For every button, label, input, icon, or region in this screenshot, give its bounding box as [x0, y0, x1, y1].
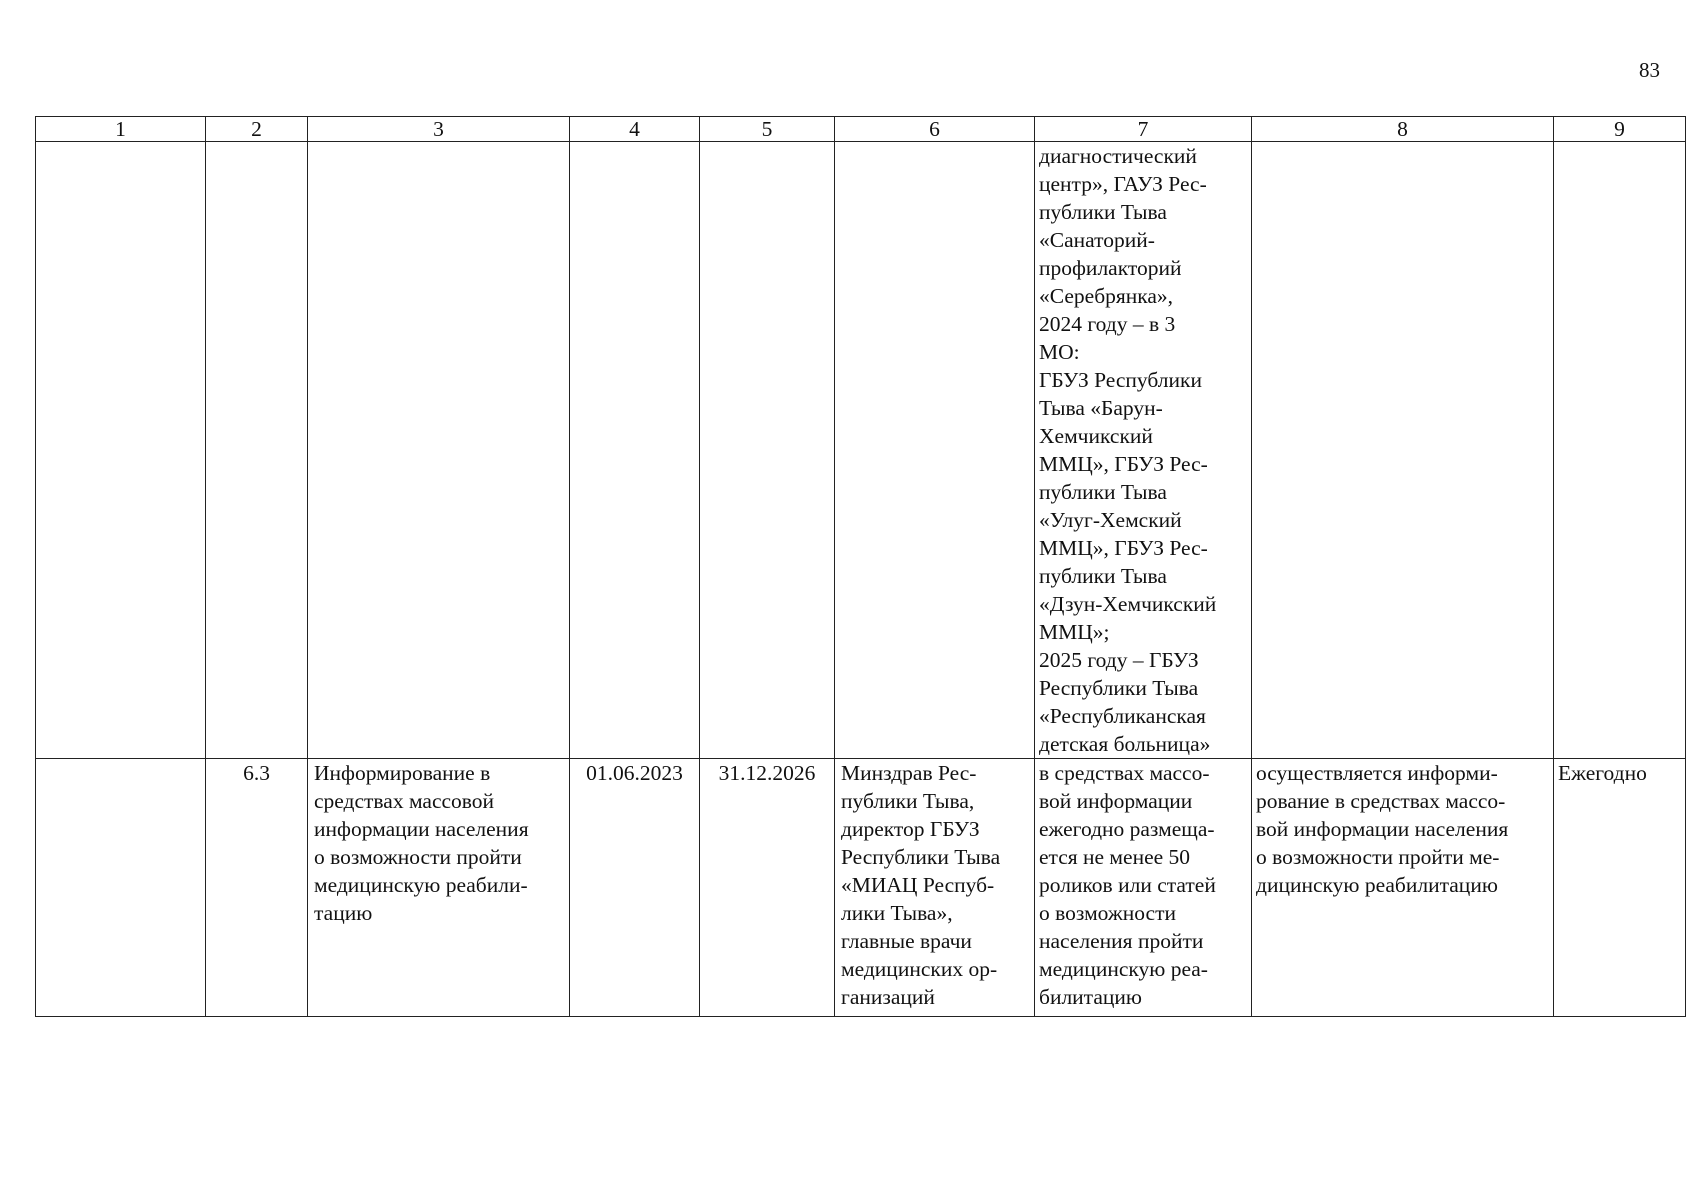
result-cell: в средствах массо- вой информации ежегодно размеща- ется не менее 50 роликов или статей о возможности населения пройти медицинскую реа- билитацию — [1035, 759, 1252, 1017]
table-cell — [206, 142, 308, 759]
table-cell — [570, 142, 700, 759]
description-cell: осуществляется информи- рование в средствах массо- вой информации населения о возможности пройти ме- дицинскую реабилитацию — [1252, 759, 1554, 1017]
periodicity-cell: Ежегодно — [1554, 759, 1686, 1017]
table-cell — [835, 142, 1035, 759]
measures-table — [35, 116, 1686, 1017]
table-cell — [308, 142, 570, 759]
table-row-continuation — [36, 142, 1686, 759]
header-cell: 8 — [1252, 117, 1554, 142]
header-cell: 5 — [700, 117, 835, 142]
table-header-row — [36, 117, 1686, 142]
header-cell: 6 — [835, 117, 1035, 142]
measure-cell: Информирование в средствах массовой информации населения о возможности пройти медицинскую реабили- тацию — [308, 759, 570, 1017]
table-cell — [36, 759, 206, 1017]
header-cell: 4 — [570, 117, 700, 142]
responsible-cell: Минздрав Рес- публики Тыва, директор ГБУЗ Республики Тыва «МИАЦ Респуб- лики Тыва», главные врачи медицинских ор- ганизаций — [835, 759, 1035, 1017]
start-date-cell: 01.06.2023 — [570, 759, 700, 1017]
header-cell: 1 — [36, 117, 206, 142]
page-number: 83 — [1639, 58, 1660, 82]
table-row-6-3 — [36, 759, 1686, 1017]
table-cell — [36, 142, 206, 759]
table-cell — [1252, 142, 1554, 759]
header-cell: 3 — [308, 117, 570, 142]
header-cell: 2 — [206, 117, 308, 142]
row-number-cell: 6.3 — [206, 759, 308, 1017]
end-date-cell: 31.12.2026 — [700, 759, 835, 1017]
header-cell: 7 — [1035, 117, 1252, 142]
table-cell — [1554, 142, 1686, 759]
header-cell: 9 — [1554, 117, 1686, 142]
table-cell — [700, 142, 835, 759]
continuation-result-cell: диагностический центр», ГАУЗ Рес- публики Тыва «Санаторий- профилакторий «Серебрянка», 2024 году – в 3 МО: ГБУЗ Республики Тыва «Барун- Хемчикский ММЦ», ГБУЗ Рес- публики Тыва «Улуг-Хемский ММЦ», ГБУЗ Рес- публики Тыва «Дзун-Хемчикский ММЦ»; 2025 году – ГБУЗ Республики Тыва «Республиканская детская больница» — [1035, 142, 1252, 759]
